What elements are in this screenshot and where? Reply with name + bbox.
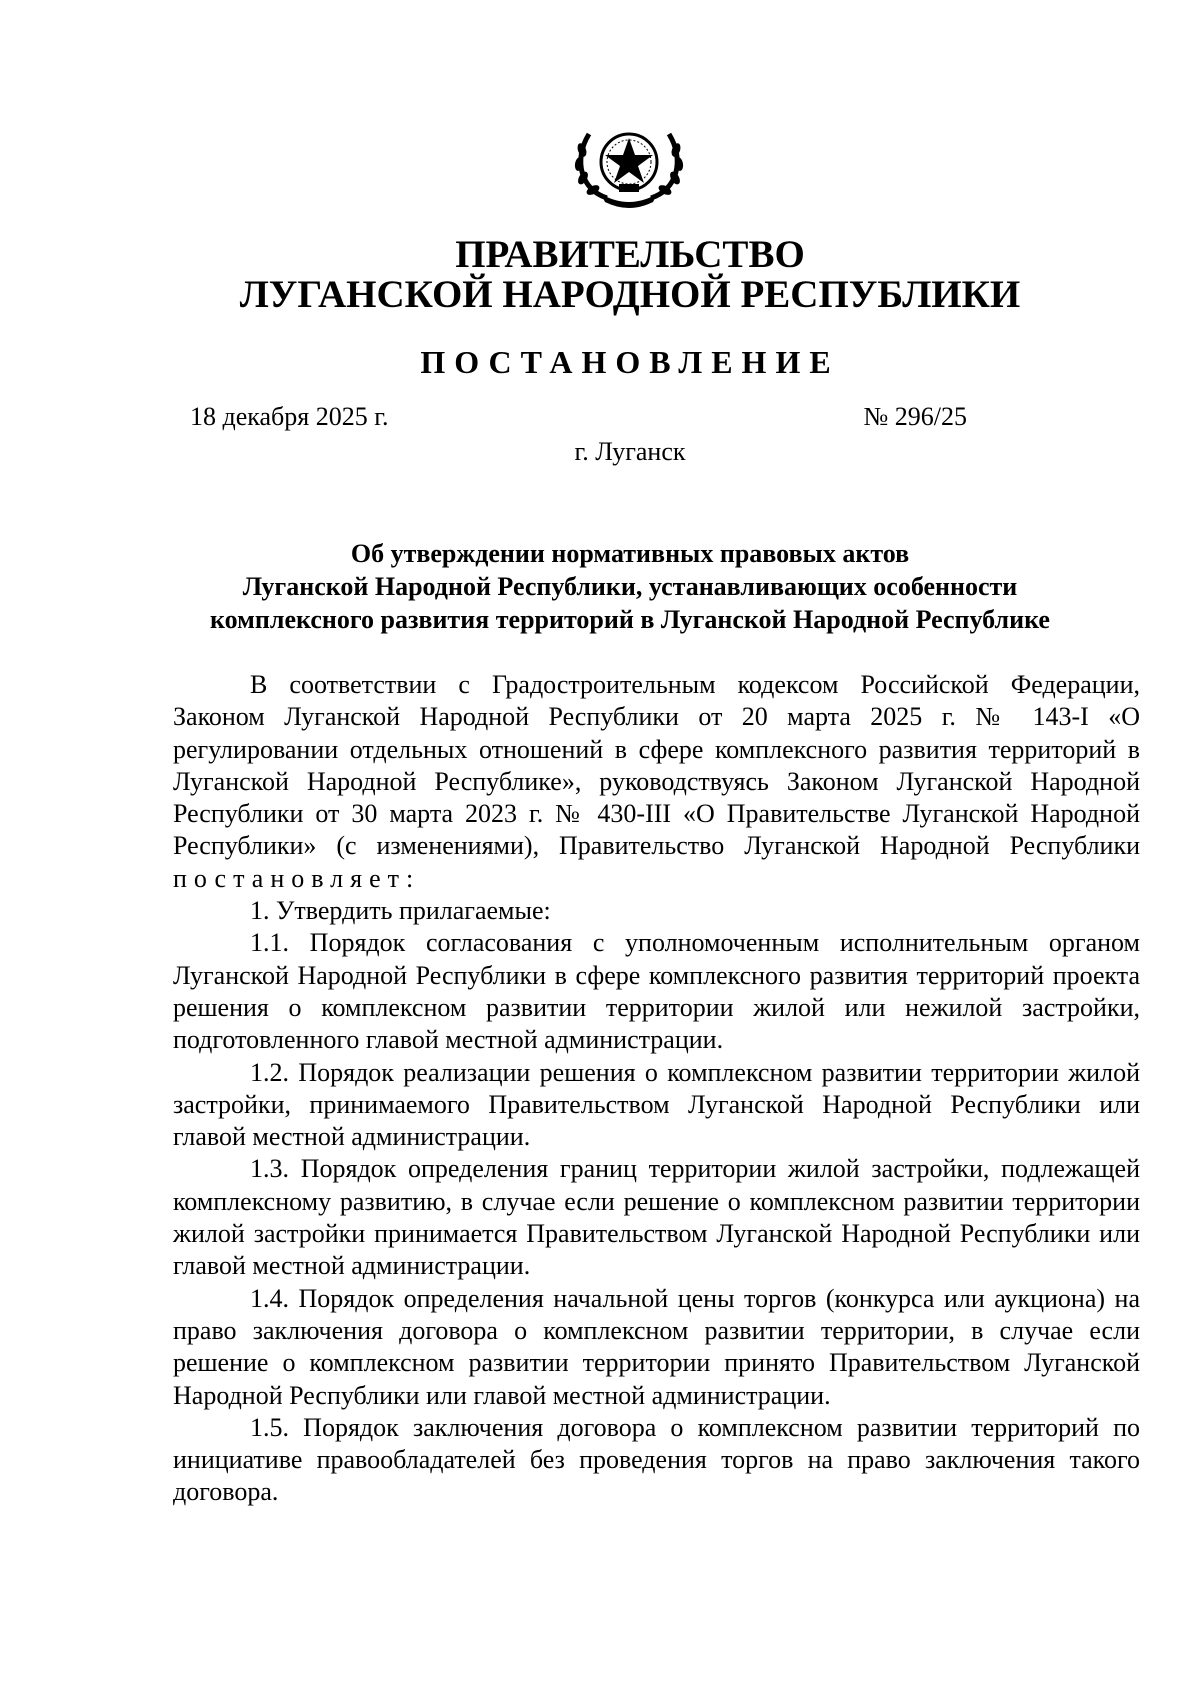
decree-body [173, 669, 1140, 1509]
subject-line-1: Об утверждении нормативных правовых актов [350, 539, 910, 568]
subject-line-2: Луганской Народной Республики, устанавливающих особенности [242, 572, 1018, 601]
government-name-line2: ЛУГАНСКОЙ НАРОДНОЙ РЕСПУБЛИКИ [239, 273, 1021, 316]
item-1-1: 1.1. Порядок согласования с уполномоченным исполнительным органом Луганской Народной Республики в сфере комплексного развития территорий проекта решения о комплексном развитии территории жилой или нежилой застройки, подготовленного главой местной администрации. [173, 928, 1140, 1055]
resolves-word: постановляет: [173, 863, 421, 893]
document-type-title: ПОСТАНОВЛЕНИЕ [420, 344, 840, 380]
item-1-2: 1.2. Порядок реализации решения о комплексном развитии территории жилой застройки, принимаемого Правительством Луганской Народной Республики или главой местной администрации. [173, 1057, 1140, 1152]
decree-date: 18 декабря 2025 г. [190, 402, 389, 431]
subject-line-3: комплексного развития территорий в Луганской Народной Республике [210, 605, 1050, 634]
lnr-coat-of-arms-icon [567, 120, 691, 210]
item-1-5: 1.5. Порядок заключения договора о комплексном развитии территорий по инициативе правообладателей без проведения торгов на право заключения такого договора. [173, 1412, 1140, 1507]
decree-city: г. Луганск [574, 437, 686, 466]
government-name-line1: ПРАВИТЕЛЬСТВО [455, 233, 805, 276]
preamble-text: В соответствии с Градостроительным кодексом Российской Федерации, Законом Луганской Народной Республики от 20 марта 2025 г. № 143-I «О регулировании отдельных отношений в сфере комплексного развития территорий в Луганской Народной Республике», руководствуясь Законом Луганской Народной Республики от 30 марта 2023 г. № 430-III «О Правительстве Луганской Народной Республики» (с изменениями), Правительство Луганской Народной Республики [173, 670, 1140, 861]
decree-number: № 296/25 [863, 402, 967, 431]
item-1-4: 1.4. Порядок определения начальной цены торгов (конкурса или аукциона) на право заключения договора о комплексном развитии территории, в случае если решение о комплексном развитии территории принято Правительством Луганской Народной Республики или главой местной администрации. [173, 1283, 1140, 1410]
decree-subject [120, 537, 1140, 636]
item-1: 1. Утвердить прилагаемые: [250, 896, 551, 926]
item-1-3: 1.3. Порядок определения границ территории жилой застройки, подлежащей комплексному развитию, в случае если решение о комплексном развитии территории жилой застройки принимается Правительством Луганской Народной Республики или главой местной администрации. [173, 1154, 1140, 1281]
preamble-paragraph [173, 669, 1140, 895]
